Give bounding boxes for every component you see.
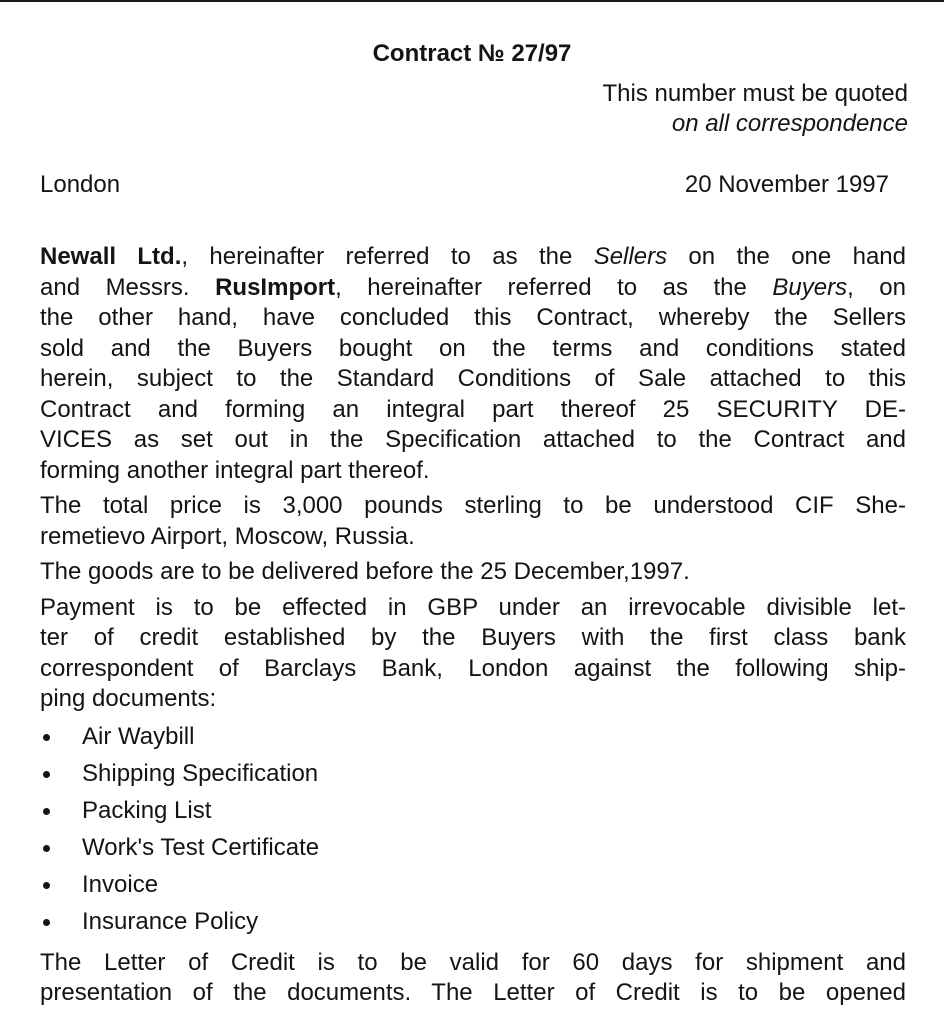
document-name: Work's Test Certificate bbox=[82, 833, 320, 861]
bullet-icon bbox=[43, 771, 50, 778]
document-name: Insurance Policy bbox=[82, 907, 259, 935]
top-rule bbox=[0, 0, 944, 2]
paragraph-line: Contract and forming an integral part thereof 25 SECURITY DE- bbox=[40, 395, 906, 423]
paragraph-line: remetievo Airport, Moscow, Russia. bbox=[40, 522, 415, 550]
list-item bbox=[40, 757, 906, 794]
sellers-company-name: Newall Ltd. bbox=[40, 243, 182, 270]
paragraph-line: presentation of the documents. The Letter of Credit is to be opened bbox=[40, 979, 906, 1006]
letter-of-credit-paragraph bbox=[40, 948, 906, 1009]
paragraph-line: correspondent of Barclays Bank, London against the following ship- bbox=[40, 654, 906, 682]
quote-note bbox=[603, 79, 909, 139]
bullet-icon bbox=[43, 734, 50, 741]
paragraph-line: The Letter of Credit is to be valid for 60 days for shipment and bbox=[40, 948, 906, 976]
bullet-icon bbox=[43, 919, 50, 926]
parties-paragraph bbox=[40, 242, 906, 486]
price-paragraph bbox=[40, 491, 906, 552]
paragraph-line: sold and the Buyers bought on the terms and conditions stated bbox=[40, 334, 906, 362]
bullet-icon bbox=[43, 808, 50, 815]
paragraph-line: Payment is to be effected in GBP under an irrevocable divisible let- bbox=[40, 593, 906, 621]
document-name: Invoice bbox=[82, 870, 159, 898]
list-item bbox=[40, 868, 906, 905]
paragraph-line: forming another integral part thereof. bbox=[40, 456, 430, 484]
paragraph-line: The total price is 3,000 pounds sterling to be understood CIF She- bbox=[40, 492, 906, 519]
bullet-icon bbox=[43, 845, 50, 852]
list-item bbox=[40, 720, 906, 757]
delivery-paragraph bbox=[40, 557, 906, 588]
contract-body bbox=[40, 242, 906, 1014]
contract-date: 20 November 1997 bbox=[684, 171, 889, 198]
paragraph-line: Newall Ltd., hereinafter referred to as the Sellers on the one hand bbox=[40, 243, 906, 270]
paragraph-line: and Messrs. RusImport, hereinafter referred to as the Buyers, on bbox=[40, 273, 906, 301]
list-item bbox=[40, 794, 906, 831]
list-item bbox=[40, 831, 906, 868]
paragraph-line: the other hand, have concluded this Contract, whereby the Sellers bbox=[40, 304, 906, 331]
contract-title: Contract № 27/97 bbox=[372, 40, 572, 67]
payment-paragraph bbox=[40, 593, 906, 715]
quote-note-line1: This number must be quoted bbox=[602, 80, 908, 107]
sellers-term: Sellers bbox=[593, 243, 668, 270]
quote-note-line2: on all correspondence bbox=[671, 110, 908, 137]
paragraph-line: The goods are to be delivered before the 25 December,1997. bbox=[40, 558, 690, 585]
paragraph-line: VICES as set out in the Specification attached to the Contract and bbox=[40, 426, 906, 453]
document-name: Air Waybill bbox=[82, 722, 195, 750]
buyers-company-name: RusImport bbox=[215, 273, 336, 301]
paragraph-line: ter of credit established by the Buyers with the first class bank bbox=[40, 624, 906, 651]
document-name: Shipping Specification bbox=[82, 759, 319, 787]
contract-place: London bbox=[40, 171, 121, 198]
document-name: Packing List bbox=[82, 796, 212, 824]
list-item bbox=[40, 905, 906, 942]
bullet-icon bbox=[43, 882, 50, 889]
paragraph-line: herein, subject to the Standard Conditions of Sale attached to this bbox=[40, 365, 906, 392]
shipping-documents-list bbox=[40, 720, 906, 942]
buyers-term: Buyers bbox=[772, 273, 848, 301]
paragraph-line: ping documents: bbox=[40, 685, 217, 712]
